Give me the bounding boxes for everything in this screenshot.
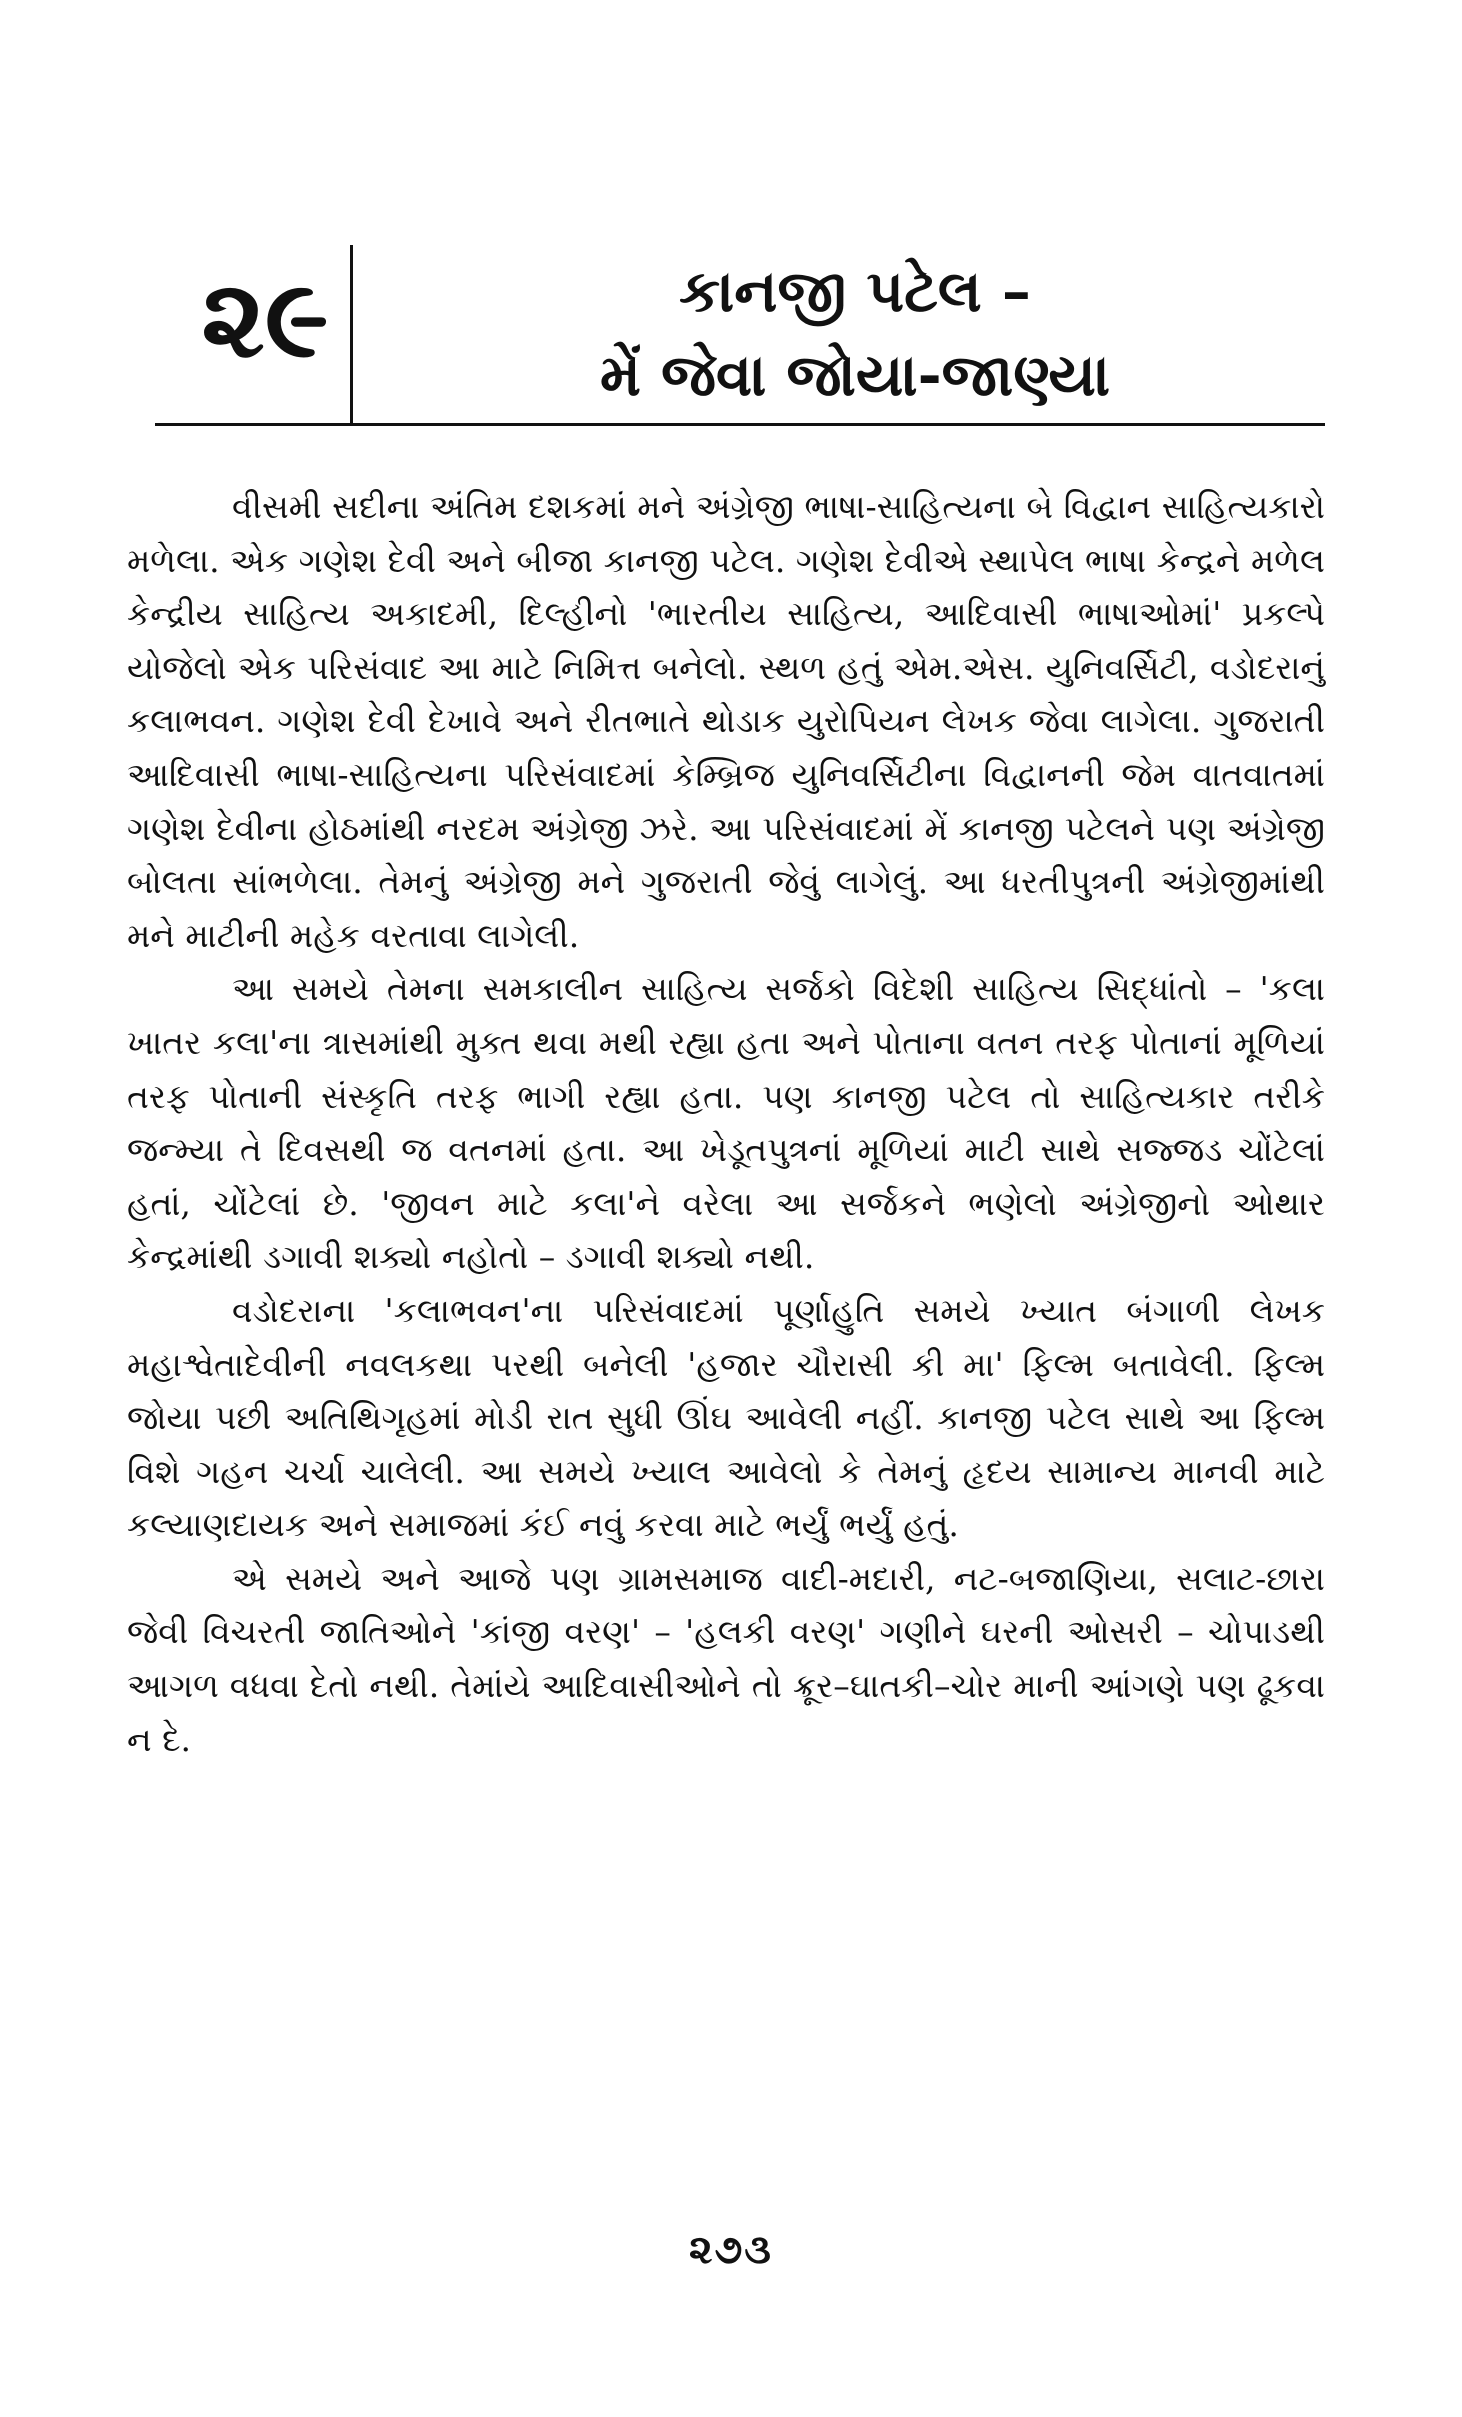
header-rule: [155, 423, 1325, 426]
chapter-title-line-1: કાનજી પટેલ –: [679, 257, 1031, 325]
paragraph-4: એ સમયે અને આજે પણ ગ્રામસમાજ વાદી-મદારી, નટ-બજાણિયા, સલાટ-છારા જેવી વિચરતી જાતિઓને 'કાંજી વરણ' – 'હલકી વરણ' ગણીને ઘરની ઓસરી – ચોપાડથી આગળ વધવા દેતો નથી. તેમાંયે આદિવાસીઓને તો ક્રૂર–ઘાતકી–ચોર માની આંગણે પણ ઢૂકવા ન દે.: [127, 1558, 1325, 1759]
page-number: ૨૭૩: [689, 2226, 773, 2273]
chapter-header: [155, 245, 1325, 425]
paragraph-3: વડોદરાના 'કલાભવન'ના પરિસંવાદમાં પૂર્ણાહુતિ સમયે ખ્યાત બંગાળી લેખક મહાશ્વેતાદેવીની નવલકથા પરથી બનેલી 'હજાર ચૌરાસી કી મા' ફિલ્મ બતાવેલી. ફિલ્મ જોયા પછી અતિથિગૃહમાં મોડી રાત સુધી ઊંઘ આવેલી નહીં. કાનજી પટેલ સાથે આ ફિલ્મ વિશે ગહન ચર્ચા ચાલેલી. આ સમયે ખ્યાલ આવેલો કે તેમનું હૃદય સામાન્ય માનવી માટે કલ્યાણદાયક અને સમાજમાં કંઈ નવું કરવા માટે ભર્યું ભર્યું હતું.: [127, 1290, 1325, 1545]
body-text: [127, 480, 1325, 1766]
header-divider: [350, 245, 353, 425]
chapter-title-line-2: મેં જેવા જોયા-જાણ્યા: [599, 341, 1111, 409]
chapter-number: ૨૯: [201, 256, 329, 382]
paragraph-2: આ સમયે તેમના સમકાલીન સાહિત્ય સર્જકો વિદેશી સાહિત્ય સિદ્ધાંતો – 'કલા ખાતર કલા'ના ત્રાસમાંથી મુક્ત થવા મથી રહ્યા હતા અને પોતાના વતન તરફ પોતાનાં મૂળિયાં તરફ પોતાની સંસ્કૃતિ તરફ ભાગી રહ્યા હતા. પણ કાનજી પટેલ તો સાહિત્યકાર તરીકે જન્મ્યા તે દિવસથી જ વતનમાં હતા. આ ખેડૂતપુત્રનાં મૂળિયાં માટી સાથે સજ્જડ ચોંટેલાં હતાં, ચોંટેલાં છે. 'જીવન માટે કલા'ને વરેલા આ સર્જકને ભણેલો અંગ્રેજીનો ઓથાર કેન્દ્રમાંથી ડગાવી શક્યો નહોતો – ડગાવી શક્યો નથી.: [127, 969, 1325, 1277]
chapter-title: [385, 249, 1325, 417]
paragraph-1: વીસમી સદીના અંતિમ દશકમાં મને અંગ્રેજી ભાષા-સાહિત્યના બે વિદ્વાન સાહિત્યકારો મળેલા. એક ગણેશ દેવી અને બીજા કાનજી પટેલ. ગણેશ દેવીએ સ્થાપેલ ભાષા કેન્દ્રને મળેલ કેન્દ્રીય સાહિત્ય અકાદમી, દિલ્હીનો 'ભારતીય સાહિત્ય, આદિવાસી ભાષાઓમાં' પ્રકલ્પે યોજેલો એક પરિસંવાદ આ માટે નિમિત્ત બનેલો. સ્થળ હતું એમ.એસ. યુનિવર્સિટી, વડોદરાનું કલાભવન. ગણેશ દેવી દેખાવે અને રીતભાતે થોડાક યુરોપિયન લેખક જેવા લાગેલા. ગુજરાતી આદિવાસી ભાષા-સાહિત્યના પરિસંવાદમાં કેમ્બ્રિજ યુનિવર્સિટીના વિદ્વાનની જેમ વાતવાતમાં ગણેશ દેવીના હોઠમાંથી નરદમ અંગ્રેજી ઝરે. આ પરિસંવાદમાં મેં કાનજી પટેલને પણ અંગ્રેજી બોલતા સાંભળેલા. તેમનું અંગ્રેજી મને ગુજરાતી જેવું લાગેલું. આ ધરતીપુત્રની અંગ્રેજીમાંથી મને માટીની મહેક વરતાવા લાગેલી.: [127, 487, 1325, 955]
